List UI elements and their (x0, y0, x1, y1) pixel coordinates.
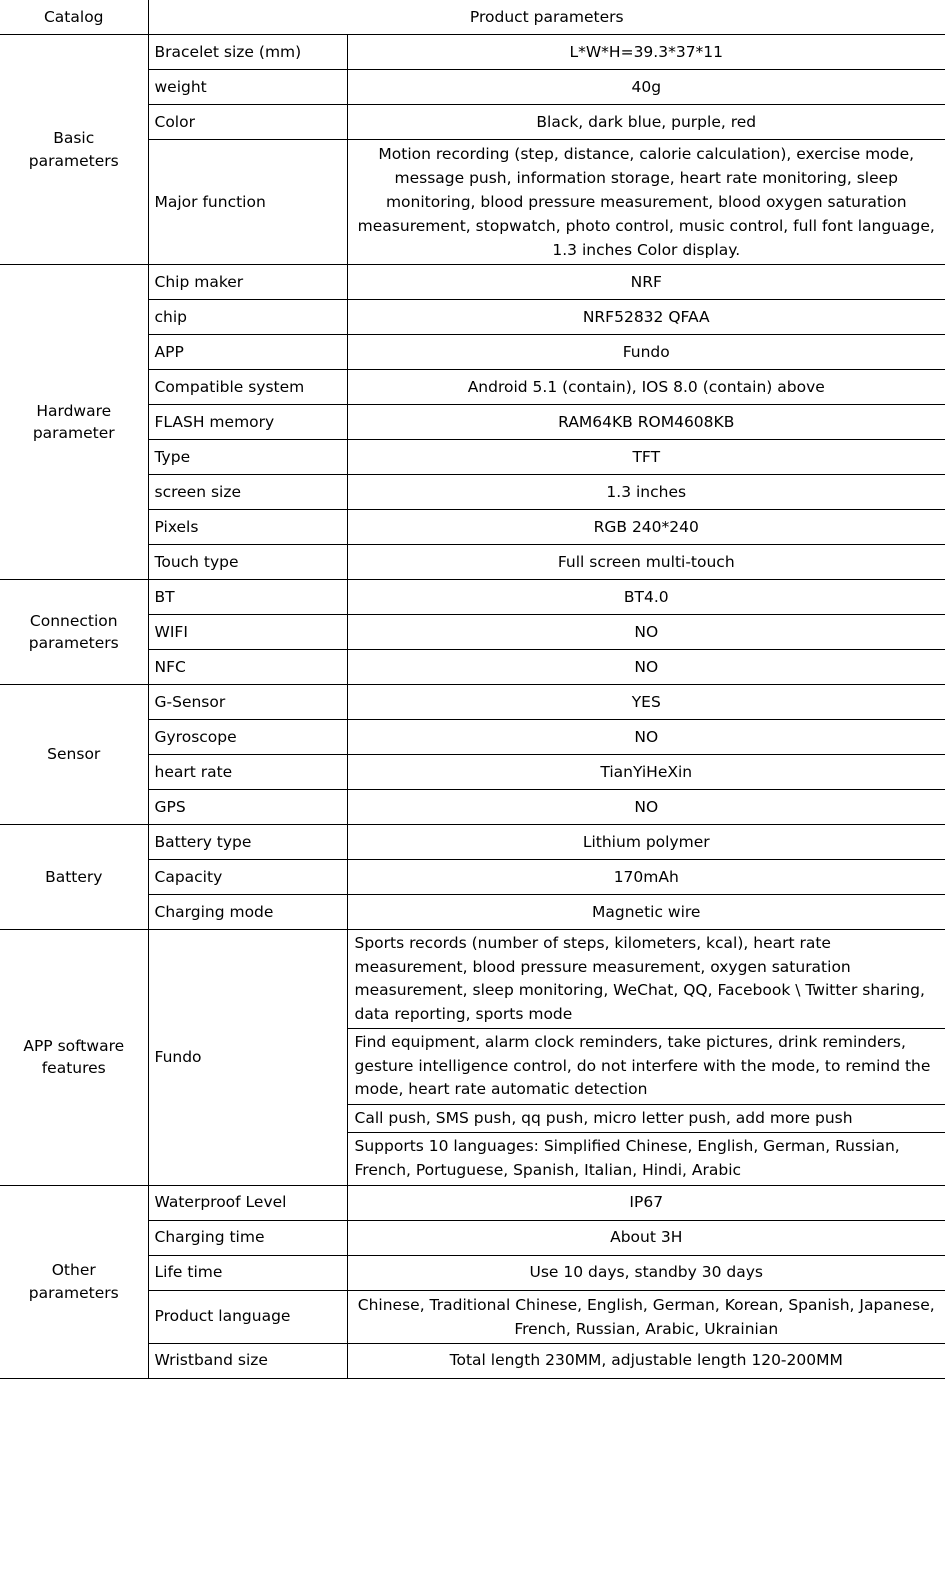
category-label-line2: features (41, 1059, 106, 1078)
parameter-value: NRF (347, 265, 945, 300)
parameter-value: NO (347, 720, 945, 755)
parameter-value: NO (347, 790, 945, 825)
parameter-value: YES (347, 685, 945, 720)
category-label-line1: Connection (29, 611, 118, 630)
parameter-name: Charging time (148, 1220, 347, 1255)
parameter-value: Sports records (number of steps, kilometers, kcal), heart rate measurement, blood pressure measurement, oxygen saturation measurement, sleep monitoring, WeChat, QQ, Facebook \ Twitter sharing, data reporting, sports mode (347, 930, 945, 1029)
parameter-value: IP67 (347, 1185, 945, 1220)
parameter-name: weight (148, 70, 347, 105)
category-label-line2: parameter (32, 424, 115, 443)
table-row (0, 685, 945, 720)
table-row (0, 1185, 945, 1220)
parameter-value: Use 10 days, standby 30 days (347, 1255, 945, 1290)
parameter-value: Chinese, Traditional Chinese, English, German, Korean, Spanish, Japanese, French, Russian, Arabic, Ukrainian (347, 1290, 945, 1343)
parameter-value: TianYiHeXin (347, 755, 945, 790)
parameter-name: BT (148, 580, 347, 615)
parameter-name: Major function (148, 140, 347, 265)
parameter-name: screen size (148, 475, 347, 510)
parameter-name: APP (148, 335, 347, 370)
parameter-name: Compatible system (148, 370, 347, 405)
header-catalog: Catalog (0, 0, 148, 35)
parameter-value: Fundo (347, 335, 945, 370)
parameter-name: Color (148, 105, 347, 140)
header-product-parameters: Product parameters (148, 0, 945, 35)
parameter-value: Supports 10 languages: Simplified Chinese, English, German, Russian, French, Portuguese, Spanish, Italian, Hindi, Arabic (347, 1133, 945, 1185)
parameter-name: Type (148, 440, 347, 475)
parameter-name: Chip maker (148, 265, 347, 300)
category-label (0, 685, 148, 825)
table-row (0, 35, 945, 70)
table-row (0, 580, 945, 615)
parameter-value: 170mAh (347, 860, 945, 895)
table-row (0, 930, 945, 1029)
parameter-value: Motion recording (step, distance, calorie calculation), exercise mode, message push, information storage, heart rate monitoring, sleep monitoring, blood pressure measurement, blood oxygen saturation measurement, stopwatch, photo control, music control, full font language, 1.3 inches Color display. (347, 140, 945, 265)
parameter-value: 1.3 inches (347, 475, 945, 510)
parameter-name: Capacity (148, 860, 347, 895)
parameter-name: Product language (148, 1290, 347, 1343)
parameter-name: heart rate (148, 755, 347, 790)
parameter-name: Battery type (148, 825, 347, 860)
table-row (0, 265, 945, 300)
category-label-line1: Hardware (36, 401, 112, 420)
parameter-value: 40g (347, 70, 945, 105)
category-label (0, 580, 148, 685)
parameter-name: Pixels (148, 510, 347, 545)
parameter-value: Full screen multi-touch (347, 545, 945, 580)
category-label-line1: Basic (53, 129, 95, 148)
parameter-value: NRF52832 QFAA (347, 300, 945, 335)
parameter-value: TFT (347, 440, 945, 475)
category-label (0, 1185, 148, 1378)
parameter-name: GPS (148, 790, 347, 825)
parameter-value: BT4.0 (347, 580, 945, 615)
category-label-line1: APP software (23, 1036, 125, 1055)
category-label (0, 825, 148, 930)
parameter-name: Bracelet size (mm) (148, 35, 347, 70)
parameter-name: WIFI (148, 615, 347, 650)
parameter-name: G-Sensor (148, 685, 347, 720)
parameter-value: About 3H (347, 1220, 945, 1255)
parameter-value: Lithium polymer (347, 825, 945, 860)
parameter-name: chip (148, 300, 347, 335)
parameter-value: L*W*H=39.3*37*11 (347, 35, 945, 70)
parameter-name: Charging mode (148, 895, 347, 930)
parameter-name: Waterproof Level (148, 1185, 347, 1220)
category-label-line2: parameters (28, 151, 119, 170)
parameter-value: NO (347, 650, 945, 685)
table-row (0, 825, 945, 860)
category-label-line2: parameters (28, 634, 119, 653)
parameter-name: FLASH memory (148, 405, 347, 440)
category-label (0, 930, 148, 1185)
parameter-name: Gyroscope (148, 720, 347, 755)
category-label-line1: Other (51, 1261, 96, 1280)
parameter-value: NO (347, 615, 945, 650)
category-label-line1: Battery (45, 867, 103, 886)
parameter-name: Wristband size (148, 1343, 347, 1378)
category-label-line1: Sensor (47, 745, 101, 764)
category-label (0, 265, 148, 580)
parameter-value: Android 5.1 (contain), IOS 8.0 (contain) above (347, 370, 945, 405)
parameter-value: Total length 230MM, adjustable length 120-200MM (347, 1343, 945, 1378)
parameter-name: Life time (148, 1255, 347, 1290)
parameter-value: RAM64KB ROM4608KB (347, 405, 945, 440)
parameter-name: Touch type (148, 545, 347, 580)
parameter-name: NFC (148, 650, 347, 685)
parameter-value: RGB 240*240 (347, 510, 945, 545)
parameter-value: Magnetic wire (347, 895, 945, 930)
parameter-value: Black, dark blue, purple, red (347, 105, 945, 140)
table-header-row (0, 0, 945, 35)
category-label (0, 35, 148, 265)
parameter-value: Find equipment, alarm clock reminders, take pictures, drink reminders, gesture intelligence control, do not interfere with the mode, to remind the mode, heart rate automatic detection (347, 1029, 945, 1105)
parameter-name: Fundo (148, 930, 347, 1185)
category-label-line2: parameters (28, 1283, 119, 1302)
parameter-value: Call push, SMS push, qq push, micro letter push, add more push (347, 1104, 945, 1133)
